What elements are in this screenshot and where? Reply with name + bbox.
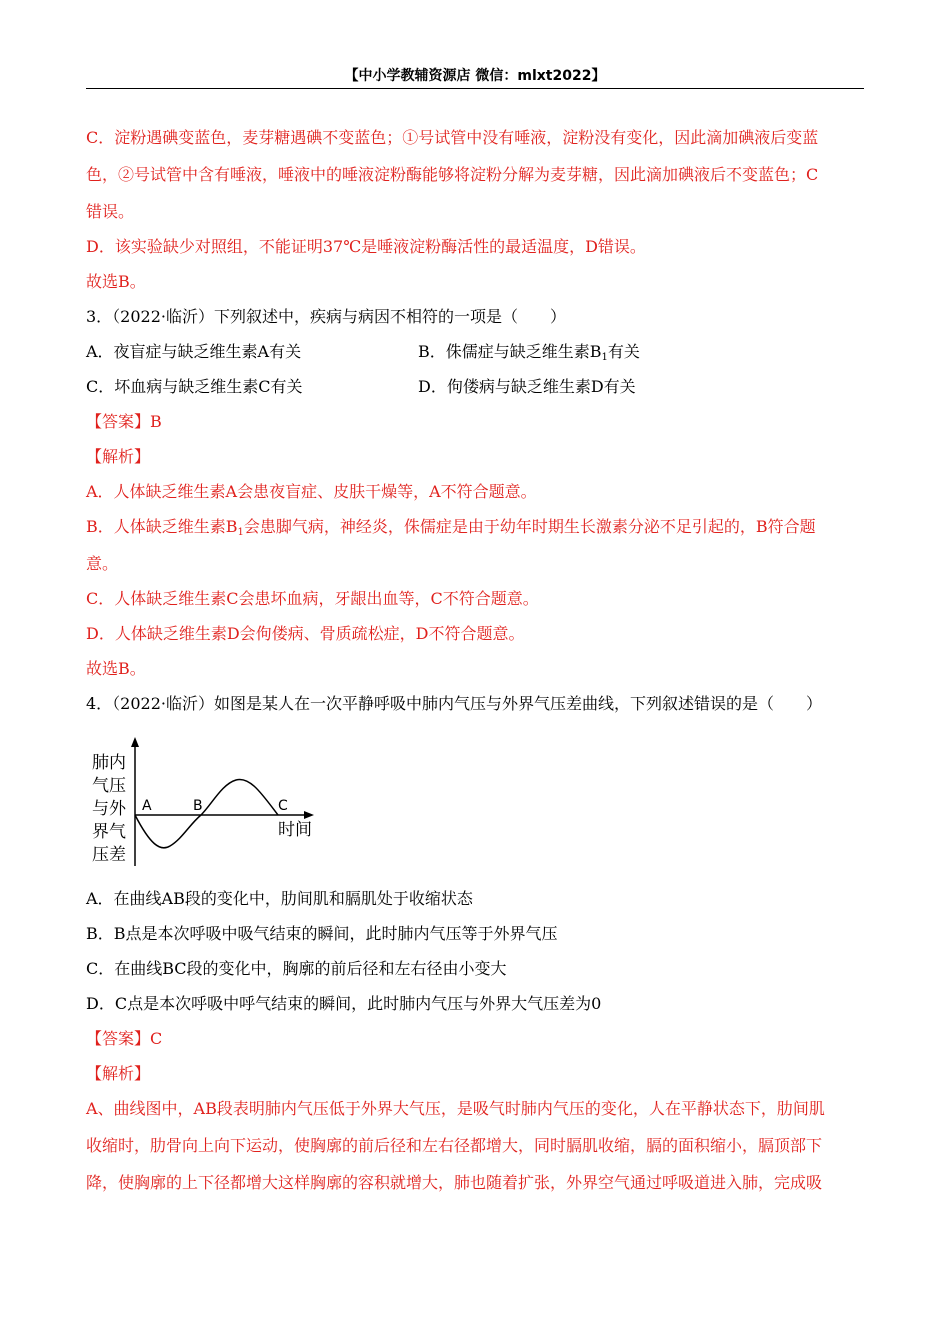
prev-analysis-c-line1: C．淀粉遇碘变蓝色，麦芽糖遇碘不变蓝色；①号试管中没有唾液，淀粉没有变化，因此滴加碘液后变蓝: [86, 128, 819, 147]
q4-option-a: A．在曲线AB段的变化中，肋间肌和膈肌处于收缩状态: [86, 889, 473, 908]
q3-analysis-b: B．人体缺乏维生素$B_1$会患脚气病，神经炎，侏儒症是由于幼年时期生长激素分泌不足引起的，B符合题: [86, 517, 816, 538]
pressure-curve-figure: [90, 734, 330, 874]
prev-analysis-c-line3: 错误。: [86, 202, 135, 221]
q3-analysis-c: C．人体缺乏维生素C会患坏血病，牙龈出血等，C不符合题意。: [86, 589, 539, 608]
q4-option-c: C．在曲线BC段的变化中，胸廓的前后径和左右径由小变大: [86, 959, 507, 978]
q4-option-d: D．C点是本次呼吸中呼气结束的瞬间，此时肺内气压与外界大气压差为0: [86, 994, 602, 1013]
q3-analysis-label: 【解析】: [86, 447, 151, 466]
figure-ylabel-2: 气压: [92, 776, 126, 796]
figure-x-arrow: [304, 811, 314, 819]
q3-option-a: A．夜盲症与缺乏维生素A有关: [86, 342, 302, 361]
prev-analysis-d-line: D．该实验缺少对照组，不能证明37℃是唾液淀粉酶活性的最适温度，D错误。: [86, 237, 646, 256]
q4-option-b: B．B点是本次呼吸中吸气结束的瞬间，此时肺内气压等于外界气压: [86, 924, 558, 943]
prev-choice: 故选B。: [86, 272, 146, 291]
q3-stem: 3．（2022·临沂）下列叙述中，疾病与病因不相符的一项是（ ）: [86, 307, 566, 326]
q3-choice: 故选B。: [86, 659, 146, 678]
figure-y-arrow: [131, 737, 139, 747]
q3-option-d: D．佝偻病与缺乏维生素D有关: [418, 377, 636, 396]
prev-analysis-c-line2: 色，②号试管中含有唾液，唾液中的唾液淀粉酶能够将淀粉分解为麦芽糖，因此滴加碘液后不变蓝色；C: [86, 165, 819, 184]
figure-xlabel: 时间: [278, 820, 312, 840]
q3-analysis-a: A．人体缺乏维生素A会患夜盲症、皮肤干燥等，A不符合题意。: [86, 482, 537, 501]
figure-ylabel-5: 压差: [92, 845, 126, 865]
figure-ylabel-4: 界气: [92, 822, 126, 842]
q3-analysis-b-line2: 意。: [86, 554, 119, 573]
q4-analysis-line1: A、曲线图中，AB段表明肺内气压低于外界大气压，是吸气时肺内气压的变化，人在平静状态下，肋间肌: [86, 1099, 825, 1118]
figure-ylabel-1: 肺内: [92, 753, 126, 773]
q4-analysis-line3: 降，使胸廓的上下径都增大这样胸廓的容积就增大，肺也随着扩张，外界空气通过呼吸道进入肺，完成吸: [86, 1173, 823, 1192]
page-header: 【中小学教辅资源店 微信：mlxt2022】: [86, 64, 864, 89]
figure-ylabel-3: 与外: [92, 799, 126, 819]
figure-point-a: A: [142, 798, 152, 814]
q4-analysis-line2: 收缩时，肋骨向上向下运动，使胸廓的前后径和左右径都增大，同时膈肌收缩，膈的面积缩小，膈顶部下: [86, 1136, 823, 1155]
q4-stem: 4．（2022·临沂）如图是某人在一次平静呼吸中肺内气压与外界气压差曲线，下列叙述错误的是（ ）: [86, 694, 822, 713]
figure-point-c: C: [278, 798, 288, 814]
q3-answer: 【答案】B: [86, 412, 162, 431]
figure-pressure-curve: [135, 779, 278, 847]
q3-option-b: B．侏儒症与缺乏维生素$B_1$有关: [418, 342, 640, 363]
q3-analysis-d: D．人体缺乏维生素D会佝偻病、骨质疏松症，D不符合题意。: [86, 624, 525, 643]
q3-option-c: C．坏血病与缺乏维生素C有关: [86, 377, 303, 396]
q4-analysis-label: 【解析】: [86, 1064, 151, 1083]
figure-point-b: B: [193, 798, 203, 814]
q4-answer: 【答案】C: [86, 1029, 163, 1048]
